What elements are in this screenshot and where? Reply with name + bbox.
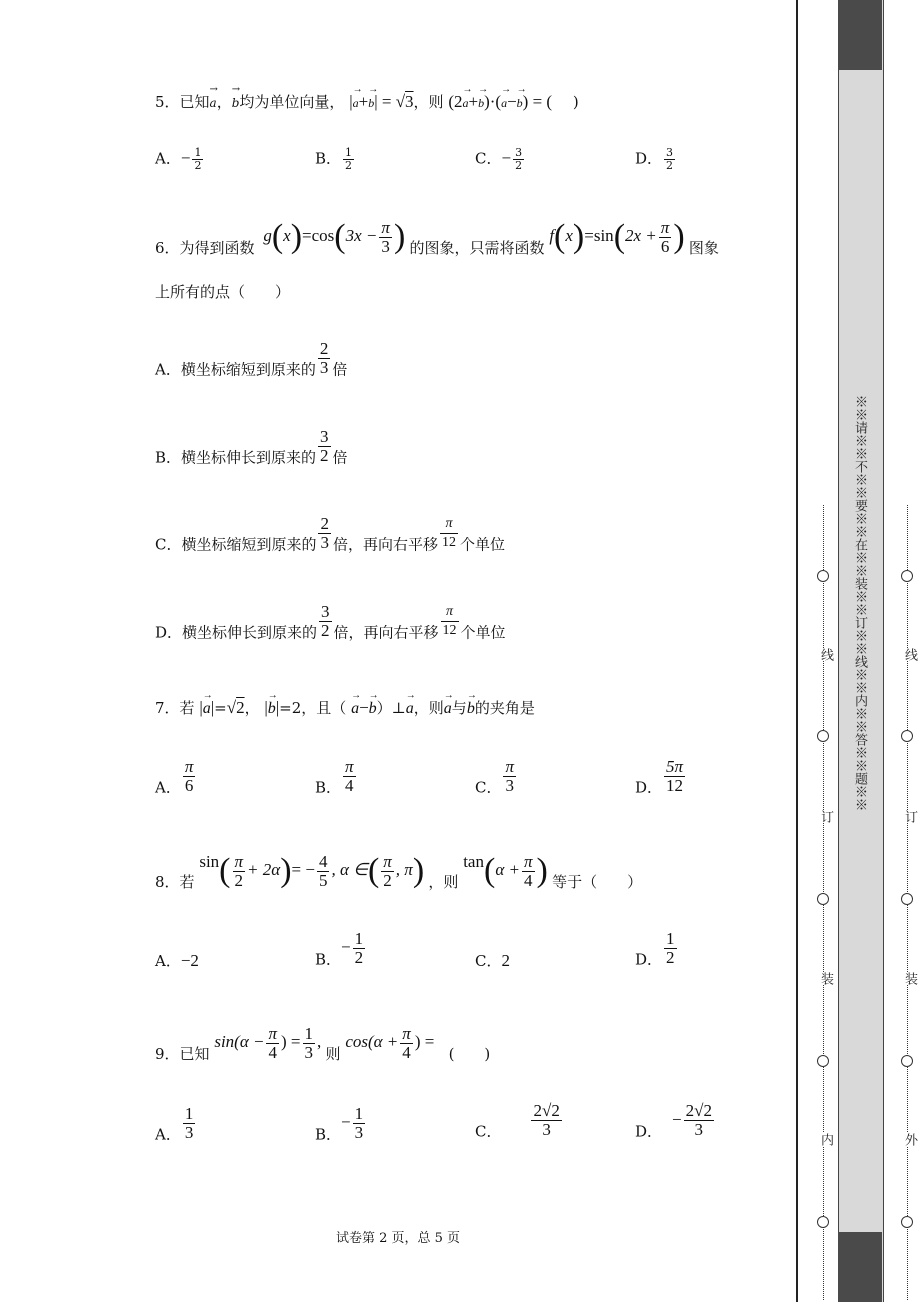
seal-circle <box>817 570 829 582</box>
q8-condition: sin( $\frac{\pi}{2}$ + 2α)= − $\frac{4}{5}$ , α ∈( $\frac{\pi}{2}$ , π) <box>199 851 425 890</box>
q6-sin: sin <box>593 226 614 245</box>
fraction-numerator: π <box>660 217 670 237</box>
vector-a: → a <box>351 699 359 719</box>
option-value: 2 <box>501 951 510 970</box>
q7-then: ，则 <box>413 699 444 717</box>
option-label: C． <box>475 952 502 970</box>
sqrt-radicand: 2 <box>236 698 245 717</box>
option-label: D． <box>635 1122 663 1141</box>
option-fraction <box>531 1102 561 1139</box>
binding-dark-block-top <box>838 0 882 70</box>
seal-circle <box>817 893 829 905</box>
fraction-numerator: π <box>441 603 459 622</box>
option-label: A． <box>155 1125 181 1144</box>
question-6 <box>155 212 719 272</box>
q8-tan: tan(α + $\frac{\pi}{4}$ ) <box>463 851 548 890</box>
q6-f-fraction <box>659 219 672 256</box>
q8-alpha-plus: α + <box>495 860 520 879</box>
seal-label-zhuang: 装 <box>818 972 833 985</box>
option-label: C． <box>475 778 502 797</box>
fraction-denominator: 4 <box>345 776 354 795</box>
fraction-numerator: π <box>381 217 390 237</box>
shift-fraction <box>440 515 458 552</box>
fraction-numerator: 1 <box>304 1023 314 1043</box>
q5-dot-expr: (2→ a+→ b)·(→ a−→ b) = ( <box>448 92 552 111</box>
q9-close-eq2: ) = <box>414 1032 435 1051</box>
q9-cos: cos(α + <box>345 1032 399 1051</box>
q9-option-b[interactable] <box>315 1105 367 1145</box>
vector-a: → a <box>444 699 452 719</box>
seal-circle <box>817 730 829 742</box>
q7-sqrt2: √2 <box>226 698 245 717</box>
q7-minus: − <box>359 698 369 717</box>
fraction-numerator: 1 <box>184 1104 194 1123</box>
q9-frac-pi4 <box>266 1025 279 1062</box>
option-after: 倍，再向右平移 <box>333 623 439 642</box>
binding-warning-text: ※※请※※不※※要※※在※※装※※订※※线※※内※※答※※题※※ <box>852 395 867 811</box>
fraction-numerator: 5π <box>666 757 684 776</box>
q9-then: 则 <box>325 1045 341 1063</box>
option-label: B． <box>315 149 342 168</box>
q6-option-d[interactable] <box>155 603 506 643</box>
q9-frac-13 <box>303 1025 316 1062</box>
option-fraction <box>343 147 354 172</box>
fraction-numerator: 1 <box>666 929 675 948</box>
q7-eq1: = <box>214 699 227 717</box>
seal-label-xian: 线 <box>818 648 833 661</box>
q8-plus2a: + 2α <box>247 860 281 879</box>
option-fraction <box>664 147 675 172</box>
q6-option-b[interactable] <box>155 428 348 468</box>
q8-eq: = − <box>291 860 315 879</box>
fraction-numerator: π <box>505 757 515 776</box>
option-label: A． <box>155 149 181 168</box>
q7-diff <box>351 698 377 717</box>
option-after: 倍，再向右平移 <box>332 535 438 554</box>
vector-a: → a <box>210 93 217 113</box>
option-sign: − <box>180 148 191 168</box>
seal-label-ding: 订 <box>818 810 833 823</box>
seal-label-ding: 订 <box>902 810 917 823</box>
q6-g-formula: g(x)=cos(3x − $\frac{\pi}{3}$ ) <box>263 217 406 256</box>
option-sign: − <box>501 148 512 168</box>
fraction-denominator: 3 <box>505 776 514 795</box>
q9-option-c[interactable] <box>475 1102 564 1142</box>
q6-g: g <box>263 226 272 245</box>
q9-comma: , <box>317 1032 322 1051</box>
q7-option-d[interactable] <box>635 758 687 798</box>
option-fraction <box>353 1105 366 1142</box>
q6-f: f <box>549 226 555 245</box>
fraction-denominator: 6 <box>184 776 194 795</box>
question-8 <box>155 838 642 906</box>
option-label: D．横坐标伸长到原来的 <box>155 623 318 642</box>
option-label: A．横坐标缩短到原来的 <box>155 360 316 379</box>
option-fraction <box>664 930 677 967</box>
fraction-denominator: 2 <box>515 159 523 172</box>
fraction-denominator: 2 <box>194 159 202 172</box>
option-after: 倍 <box>332 360 348 379</box>
q8-end: 等于（ ） <box>552 873 643 891</box>
fraction-denominator: 5 <box>318 870 328 890</box>
fraction-numerator: π <box>440 515 458 534</box>
q5-norm-expr: |→ a+→ b| = √3 <box>349 92 413 111</box>
q8-option-d[interactable] <box>635 930 679 970</box>
seal-label-nei: 内 <box>818 1133 833 1146</box>
fraction-numerator: π <box>234 851 244 871</box>
fraction-denominator: 3 <box>381 236 390 256</box>
option-fraction <box>318 340 331 377</box>
q8-option-a[interactable] <box>155 950 199 971</box>
seal-circle <box>901 1055 913 1067</box>
q7-option-c[interactable] <box>475 758 518 798</box>
q6-label: 6．为得到函数 <box>155 239 255 257</box>
vector-a: → a <box>203 699 211 719</box>
q8-option-c[interactable] <box>475 950 510 971</box>
fraction-numerator: 2√2 <box>533 1101 560 1120</box>
seal-circle <box>817 1216 829 1228</box>
q5-option-d[interactable] <box>635 147 677 172</box>
q5-text2: ，则 <box>413 93 444 111</box>
option-sign: − <box>341 1112 351 1132</box>
fraction-numerator: 3 <box>320 427 329 446</box>
q7-option-b[interactable] <box>315 758 358 798</box>
option-after: 倍 <box>332 448 348 467</box>
q8-frac-pi2 <box>233 853 246 890</box>
q6-f-arg: 2x + <box>625 226 657 245</box>
fraction-denominator: 4 <box>268 1042 277 1062</box>
vector-b: → b <box>478 93 484 113</box>
option-fraction <box>503 758 516 795</box>
q5-coef-2: 2 <box>454 92 463 111</box>
option-label: B． <box>315 778 342 797</box>
q5-sqrt-3: 3 <box>405 92 414 111</box>
binding-dark-block-bottom <box>838 1232 882 1302</box>
option-value: −2 <box>180 951 199 970</box>
fraction-numerator: π <box>184 757 194 776</box>
option-label: D． <box>635 950 663 969</box>
q9-paren: ( ) <box>448 1045 491 1063</box>
q5-label: 5．已知 <box>155 93 210 111</box>
seal-circle <box>901 1216 913 1228</box>
q5-option-a[interactable] <box>155 147 205 172</box>
fraction-denominator: 4 <box>402 1042 411 1062</box>
question-7 <box>155 698 535 719</box>
fraction-numerator: π <box>268 1023 278 1043</box>
fraction-denominator: 2 <box>666 159 674 172</box>
fraction-denominator: 2 <box>345 159 353 172</box>
fraction-denominator: 2 <box>666 948 675 967</box>
seal-circle <box>901 730 913 742</box>
fraction-denominator: 12 <box>442 623 457 638</box>
binding-border <box>796 0 798 1302</box>
fraction-denominator: 6 <box>660 236 670 256</box>
vector-b: → b <box>268 699 276 719</box>
fraction-numerator: π <box>523 851 533 871</box>
fraction-denominator: 3 <box>542 1120 551 1139</box>
seal-circle <box>817 1055 829 1067</box>
fraction-denominator: 2 <box>321 621 330 640</box>
vector-b: → b <box>232 93 240 113</box>
vector-a: → a <box>501 93 507 113</box>
q7-option-a[interactable] <box>155 758 197 798</box>
q8-frac-pi2b <box>381 853 394 890</box>
q9-option-d[interactable] <box>635 1102 716 1142</box>
option-fraction <box>183 758 196 795</box>
q8-option-b[interactable] <box>315 930 367 970</box>
option-fraction <box>684 1102 714 1139</box>
vector-a: → a <box>406 699 414 719</box>
fraction-numerator: 1 <box>354 929 364 948</box>
fraction-denominator: 2 <box>320 446 329 465</box>
q9-close-eq: ) = <box>281 1032 301 1051</box>
q7-perp: ）⊥ <box>376 699 406 717</box>
option-label: C．横坐标缩短到原来的 <box>155 535 317 554</box>
q6-x: x <box>565 226 573 245</box>
q7-label: 7．若 <box>155 699 195 717</box>
fraction-numerator: 4 <box>318 851 328 871</box>
question-5 <box>155 92 579 113</box>
q7-end: 的夹角是 <box>474 699 535 717</box>
q9-given <box>214 1023 325 1062</box>
q6-g-fraction <box>379 219 392 256</box>
option-unit: 个单位 <box>460 623 506 642</box>
vector-b: → b <box>368 93 374 113</box>
q8-tan-fn: tan <box>463 852 484 871</box>
option-label: B． <box>315 950 342 969</box>
page-footer: 试卷第 2 页，总 5 页 <box>335 1231 461 1246</box>
fraction-denominator: 3 <box>694 1120 704 1139</box>
q7-norm-a: |→ a| <box>199 698 214 717</box>
q6-cos: cos <box>311 226 335 245</box>
fraction-numerator: 2 <box>319 339 329 358</box>
fraction-denominator: 4 <box>523 870 533 890</box>
option-fraction <box>192 147 203 172</box>
q6-line2: 上所有的点（ ） <box>155 283 291 301</box>
fraction-numerator: 1 <box>194 146 202 159</box>
q5-option-c[interactable] <box>475 147 526 172</box>
fraction-numerator: 2 <box>320 514 329 533</box>
q7-and: 与 <box>451 699 467 717</box>
option-label: A． <box>155 778 181 797</box>
vector-b: → b <box>467 699 475 719</box>
q7-norm-b: |→ b| <box>264 698 279 717</box>
fraction-denominator: 12 <box>666 776 684 795</box>
q8-frac-45 <box>317 853 330 890</box>
seal-label-xian: 线 <box>902 648 917 661</box>
fraction-numerator: π <box>383 851 392 871</box>
option-sign: − <box>341 937 351 957</box>
fraction-numerator: 3 <box>515 146 523 159</box>
fraction-denominator: 3 <box>354 1123 364 1142</box>
q8-then: ，则 <box>428 873 459 891</box>
fraction-numerator: 1 <box>354 1104 364 1123</box>
option-label: B．横坐标伸长到原来的 <box>155 448 317 467</box>
fraction-numerator: π <box>345 757 354 776</box>
option-fraction <box>343 758 356 795</box>
option-sign: − <box>672 1109 682 1129</box>
q5-comma: ， <box>216 93 232 111</box>
fraction-denominator: 3 <box>184 1123 194 1142</box>
vector-a: → a <box>463 93 469 113</box>
seal-label-wai: 外 <box>902 1133 917 1146</box>
fraction-denominator: 2 <box>383 870 392 890</box>
option-fraction <box>318 428 331 465</box>
q6-g-arg: 3x − <box>345 226 378 245</box>
q5-text1: 均为单位向量， <box>239 93 345 111</box>
q6-mid: 的图象，只需将函数 <box>409 239 545 257</box>
fraction-numerator: 2√2 <box>685 1101 712 1120</box>
q8-pi-close: , π <box>395 860 413 879</box>
shift-fraction <box>441 603 459 640</box>
option-fraction <box>318 515 331 552</box>
vector-a: → a <box>353 93 359 113</box>
q6-end: 图象 <box>688 239 719 257</box>
fraction-numerator: π <box>402 1023 411 1043</box>
option-label: B． <box>315 1125 342 1144</box>
fraction-numerator: 1 <box>345 146 353 159</box>
q6-x: x <box>283 226 291 245</box>
option-label: C． <box>475 1122 502 1141</box>
q7-eq2: =2，且（ <box>279 699 347 717</box>
q9-frac-pi4b <box>400 1025 413 1062</box>
fraction-numerator: 3 <box>666 146 674 159</box>
q8-frac-pi4 <box>522 853 535 890</box>
q6-option-a[interactable] <box>155 340 347 380</box>
option-label: A． <box>155 952 181 970</box>
q9-sin: sin(α − <box>214 1032 265 1051</box>
q8-sin: sin <box>199 852 220 871</box>
vector-b: → b <box>369 699 377 719</box>
option-fraction <box>319 603 332 640</box>
seal-circle <box>901 893 913 905</box>
q9-label: 9．已知 <box>155 1045 210 1063</box>
fraction-denominator: 3 <box>304 1042 314 1062</box>
vector-b: → b <box>517 93 523 113</box>
option-fraction <box>183 1105 196 1142</box>
q9-target <box>345 1023 438 1062</box>
q5-option-b[interactable] <box>315 147 356 172</box>
fraction-denominator: 3 <box>319 358 329 377</box>
question-9 <box>155 1020 490 1076</box>
fraction-denominator: 3 <box>320 533 329 552</box>
q6-f-formula: f(x)=sin(2x + $\frac{\pi}{6}$ ) <box>549 217 685 256</box>
option-fraction <box>664 758 685 795</box>
option-label: D． <box>635 778 663 797</box>
option-fraction <box>353 930 366 967</box>
q9-option-a[interactable] <box>155 1105 197 1145</box>
option-label: C． <box>475 149 502 168</box>
q6-option-c[interactable] <box>155 515 505 555</box>
seal-circle <box>901 570 913 582</box>
q8-in: , α ∈ <box>331 860 368 879</box>
option-unit: 个单位 <box>460 535 506 554</box>
fraction-denominator: 2 <box>234 870 244 890</box>
q7-comma: ， <box>244 699 260 717</box>
option-label: D． <box>635 149 663 168</box>
seal-label-zhuang: 装 <box>902 972 917 985</box>
fraction-numerator: 3 <box>321 602 330 621</box>
q5-tail: ) <box>572 93 579 111</box>
q8-label: 8．若 <box>155 873 195 891</box>
option-fraction <box>513 147 524 172</box>
fraction-denominator: 12 <box>442 535 456 550</box>
fraction-denominator: 2 <box>354 948 364 967</box>
